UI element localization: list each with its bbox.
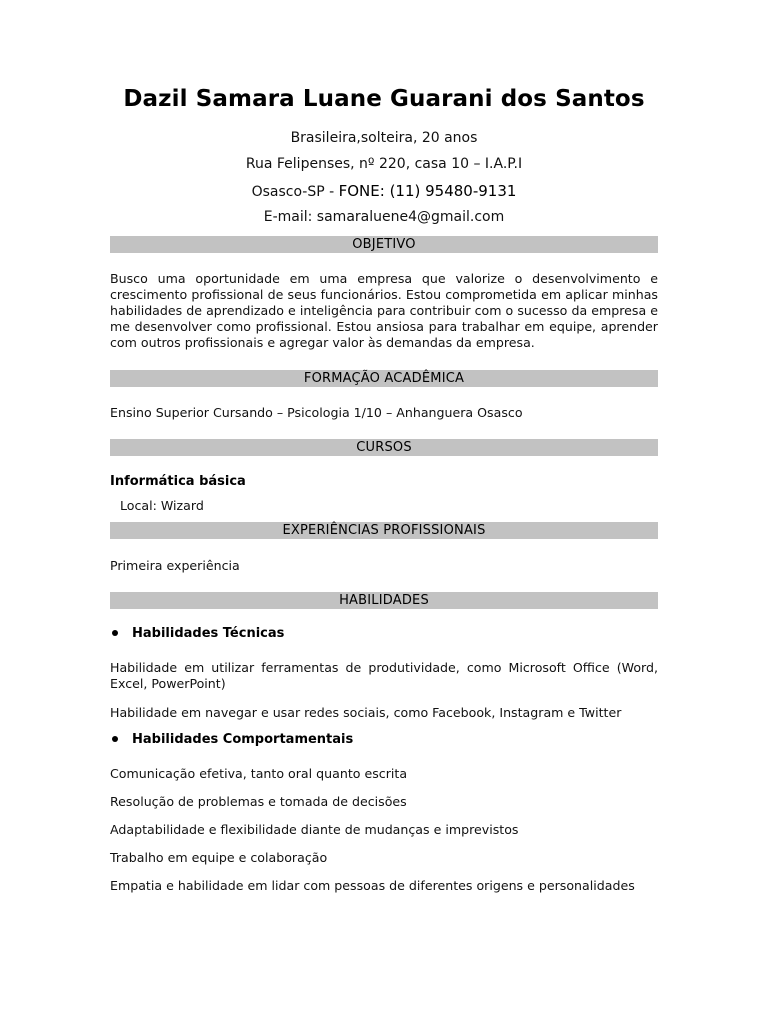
list-item: Comunicação efetiva, tanto oral quanto escrita [110, 766, 408, 781]
habilidades-comportamentais-label: Habilidades Comportamentais [132, 732, 354, 747]
habilidades-tecnicas-label: Habilidades Técnicas [132, 626, 285, 641]
list-item: Empatia e habilidade em lidar com pessoas de diferentes origens e personalidades [110, 878, 635, 893]
list-item: Trabalho em equipe e colaboração [110, 850, 328, 865]
list-item: Adaptabilidade e flexibilidade diante de mudanças e imprevistos [110, 822, 519, 837]
course-place: Local: Wizard [120, 498, 204, 513]
bullet-icon [112, 736, 118, 742]
formacao-text: Ensino Superior Cursando – Psicologia 1/10 – Anhanguera Osasco [110, 405, 523, 420]
list-item: Habilidade em navegar e usar redes sociais, como Facebook, Instagram e Twitter [110, 705, 622, 720]
objetivo-text: Busco uma oportunidade em uma empresa que valorize o desenvolvimento e crescimento profissional de seus funcionários. Estou comprometida em aplicar minhas habilidades de aprendizado e inteligência para contribuir com o sucesso da empresa e me desenvolver como profissional. Estou ansiosa para trabalhar em equipe, aprender com outros profissionais e agregar valor às demandas da empresa. [110, 271, 658, 350]
list-item: Habilidade em utilizar ferramentas de produtividade, como Microsoft Office (Word, Excel, PowerPoint) [110, 660, 658, 691]
experiencias-text: Primeira experiência [110, 558, 240, 573]
habilidades-comportamentais-heading [110, 732, 353, 747]
section-header-objetivo: OBJETIVO [110, 236, 658, 253]
city-label: Osasco-SP - [251, 184, 339, 200]
list-item: Resolução de problemas e tomada de decisões [110, 794, 407, 809]
habilidades-tecnicas-heading [110, 626, 284, 641]
address-line: Rua Felipenses, nº 220, casa 10 – I.A.P.I [245, 156, 523, 172]
bullet-icon [112, 630, 118, 636]
city-phone-line [0, 182, 768, 200]
section-header-cursos: CURSOS [110, 439, 658, 456]
section-header-formacao: FORMAÇÃO ACADÊMICA [110, 370, 658, 387]
section-header-habilidades: HABILIDADES [110, 592, 658, 609]
email-line: E-mail: samaraluene4@gmail.com [263, 209, 505, 225]
personal-info-line: Brasileira,solteira, 20 anos [290, 130, 478, 146]
section-header-experiencias: EXPERIÊNCIAS PROFISSIONAIS [110, 522, 658, 539]
candidate-name: Dazil Samara Luane Guarani dos Santos [123, 86, 645, 112]
course-name: Informática básica [110, 474, 246, 489]
phone-number: FONE: (11) 95480-9131 [338, 182, 517, 200]
